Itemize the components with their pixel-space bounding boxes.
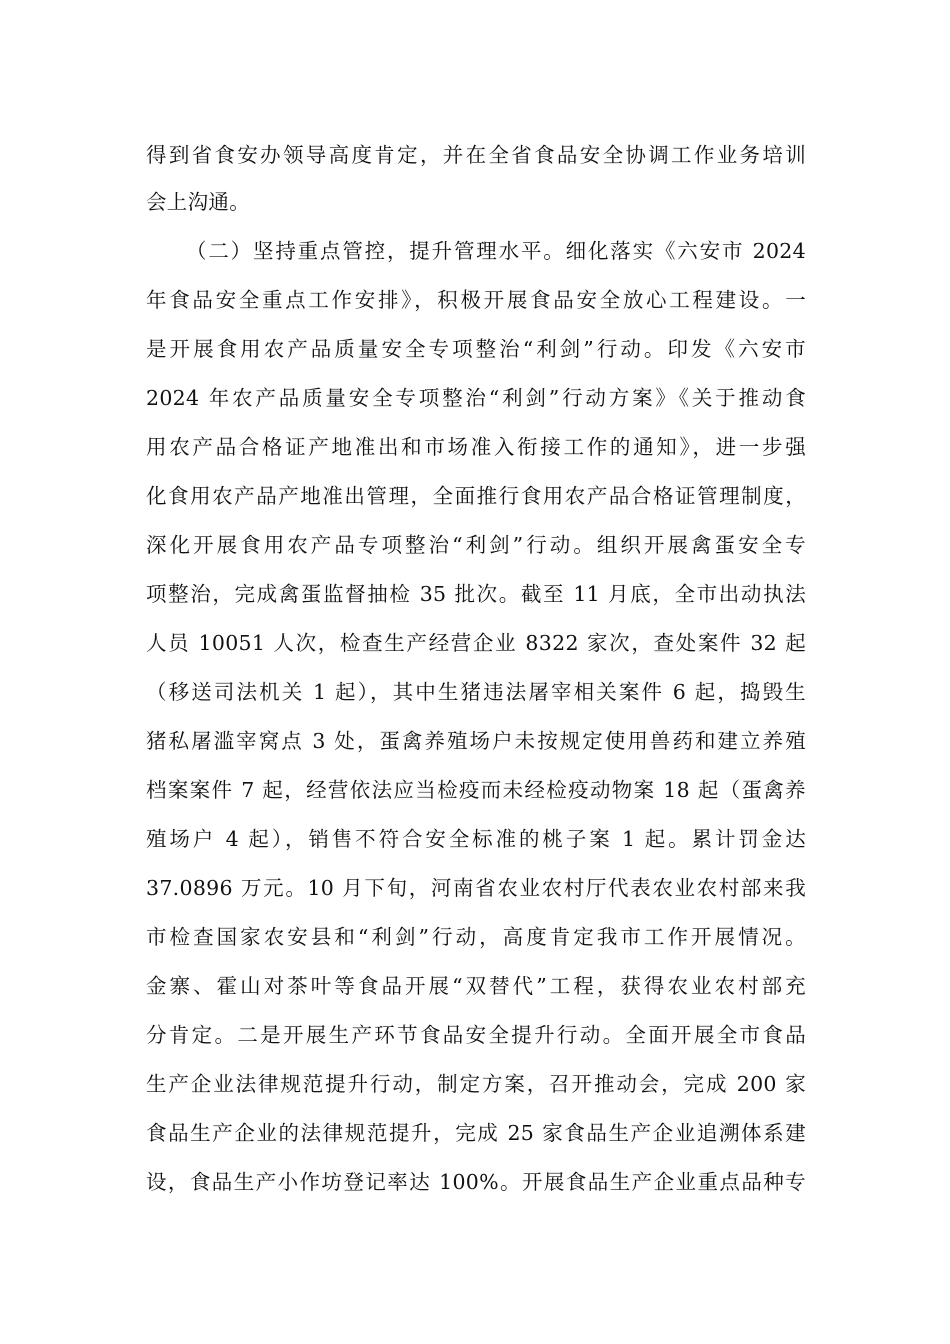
text-line: 得到省食安办领导高度肯定，并在全省食品安全协调工作业务培训 bbox=[146, 143, 806, 167]
text-line: 年食品安全重点工作安排》，积极开展食品安全放心工程建设。一 bbox=[146, 288, 806, 312]
text-line: 猪私屠滥宰窝点 3 处，蛋禽养殖场户未按规定使用兽药和建立养殖 bbox=[146, 729, 806, 753]
text-line: 分肯定。二是开展生产环节食品安全提升行动。全面开展全市食品 bbox=[146, 1023, 806, 1047]
text-line: 生产企业法律规范提升行动，制定方案，召开推动会，完成 200 家 bbox=[146, 1072, 806, 1096]
text-line: 项整治，完成禽蛋监督抽检 35 批次。截至 11 月底，全市出动执法 bbox=[146, 582, 806, 606]
text-line: 金寨、霍山对茶叶等食品开展“双替代”工程，获得农业农村部充 bbox=[146, 974, 806, 998]
text-line: 化食用农产品产地准出管理，全面推行食用农产品合格证管理制度， bbox=[146, 484, 806, 508]
text-line: 殖场户 4 起），销售不符合安全标准的桃子案 1 起。累计罚金达 bbox=[146, 827, 806, 851]
text-line: 档案案件 7 起，经营依法应当检疫而未经检疫动物案 18 起（蛋禽养 bbox=[146, 778, 806, 802]
text-line: 人员 10051 人次，检查生产经营企业 8322 家次，查处案件 32 起 bbox=[146, 631, 806, 655]
text-line: 市检查国家农安县和“利剑”行动，高度肯定我市工作开展情况。 bbox=[146, 925, 806, 949]
text-line: 食品生产企业的法律规范提升，完成 25 家食品生产企业追溯体系建 bbox=[146, 1121, 806, 1145]
text-line: 是开展食用农产品质量安全专项整治“利剑”行动。印发《六安市 bbox=[146, 337, 806, 361]
text-line: 深化开展食用农产品专项整治“利剑”行动。组织开展禽蛋安全专 bbox=[146, 533, 806, 557]
text-line: 设，食品生产小作坊登记率达 100%。开展食品生产企业重点品种专 bbox=[146, 1170, 806, 1194]
text-line: （二）坚持重点管控，提升管理水平。细化落实《六安市 2024 bbox=[186, 239, 806, 263]
text-line: 2024 年农产品质量安全专项整治“利剑”行动方案》《关于推动食 bbox=[146, 386, 806, 410]
text-line: 会上沟通。 bbox=[146, 190, 250, 214]
text-line: （移送司法机关 1 起），其中生猪违法屠宰相关案件 6 起，捣毁生 bbox=[146, 680, 806, 704]
text-line: 用农产品合格证产地准出和市场准入衔接工作的通知》，进一步强 bbox=[146, 435, 806, 459]
text-line: 37.0896 万元。10 月下旬，河南省农业农村厅代表农业农村部来我 bbox=[146, 876, 806, 900]
